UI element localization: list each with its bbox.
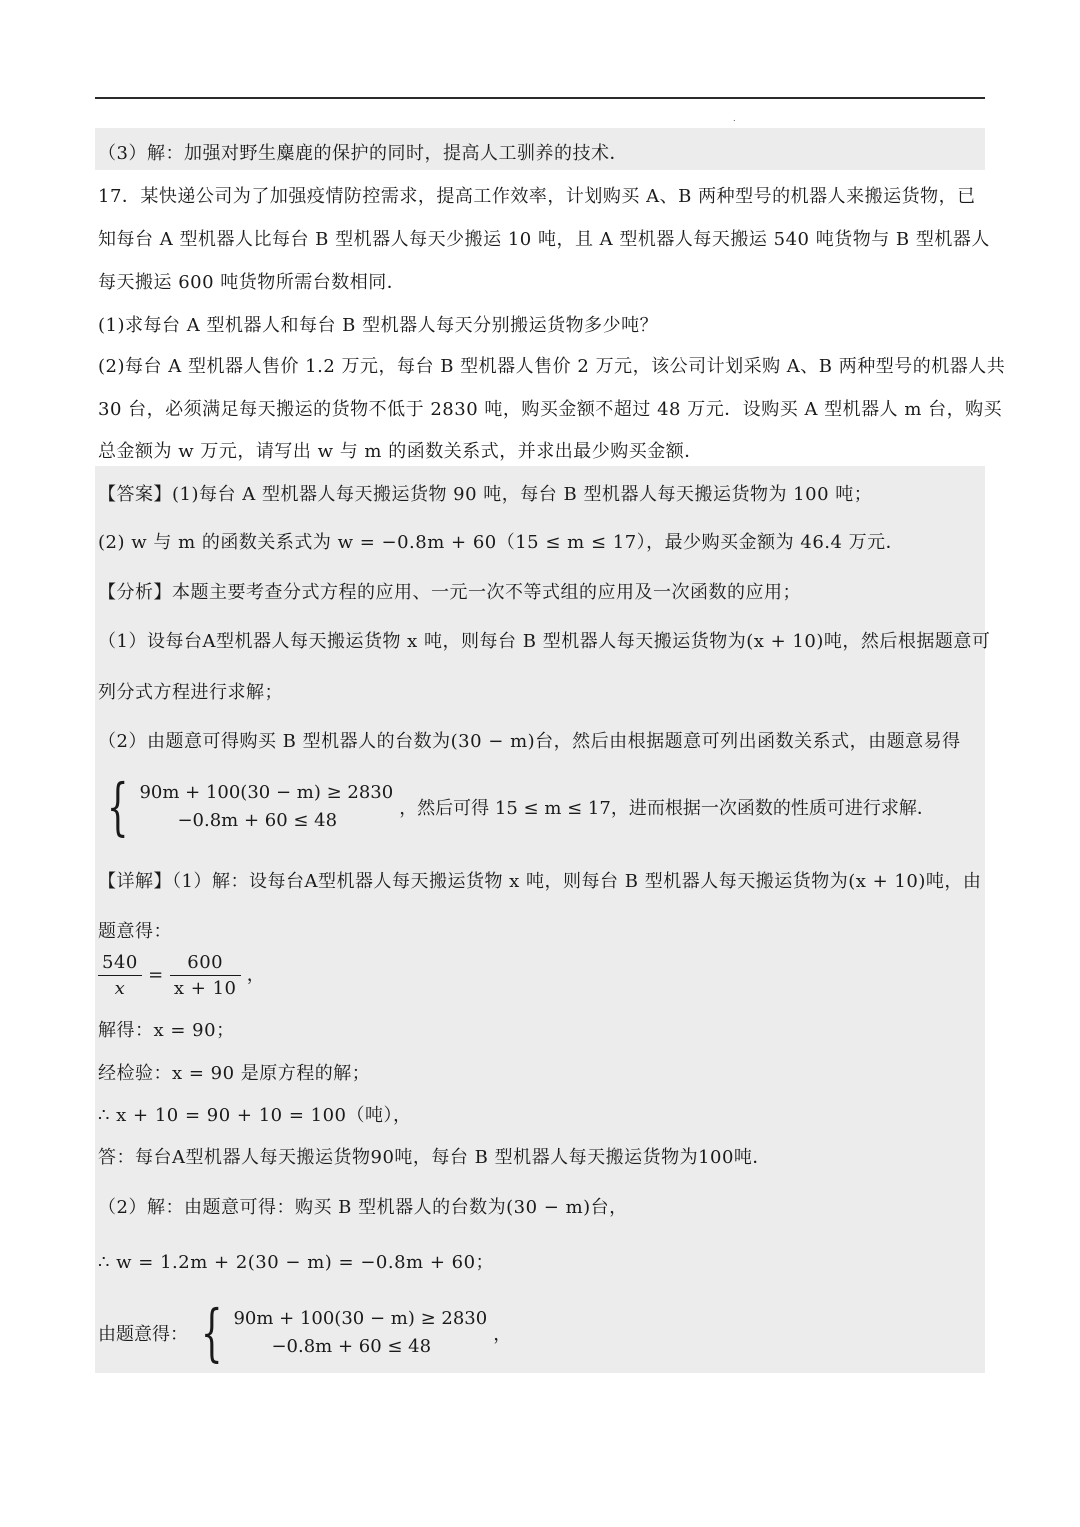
detail-sys-eq2: −0.8m + 60 ≤ 48 bbox=[271, 1336, 432, 1357]
detail-sys-tail: ， bbox=[493, 1324, 512, 1345]
analysis-sys-tail: ，然后可得 15 ≤ m ≤ 17，进而根据一次函数的性质可进行求解． bbox=[399, 798, 935, 819]
question-2-line3: 总金额为 w 万元，请写出 w 与 m 的函数关系式，并求出最少购买金额． bbox=[98, 441, 703, 462]
detail-therefore1: ∴ x + 10 = 90 + 10 = 100（吨）， bbox=[98, 1105, 412, 1126]
analysis-line4: （2）由题意可得购买 B 型机器人的台数为(30 − m)台，然后由根据题意可列出函数关系式，由题意易得 bbox=[98, 731, 961, 752]
fraction-left-denominator: x bbox=[114, 978, 126, 999]
question-1: (1)求每台 A 型机器人和每台 B 型机器人每天分别搬运货物多少吨？ bbox=[98, 315, 659, 336]
analysis-sys-eq1: 90m + 100(30 − m) ≥ 2830 bbox=[139, 782, 394, 803]
fraction-right-denominator: x + 10 bbox=[173, 978, 237, 999]
fraction-equals: = bbox=[148, 964, 164, 986]
analysis-line1: 【分析】本题主要考查分式方程的应用、一元一次不等式组的应用及一次函数的应用； bbox=[98, 582, 801, 603]
analysis-line3: 列分式方程进行求解； bbox=[98, 682, 283, 703]
fraction-right-numerator: 600 bbox=[170, 952, 241, 976]
answer-line1: 【答案】(1)每台 A 型机器人每天搬运货物 90 吨，每台 B 型机器人每天搬运货物为 100 吨； bbox=[98, 484, 873, 505]
detail-therefore2: ∴ w = 1.2m + 2(30 − m) = −0.8m + 60； bbox=[98, 1252, 495, 1273]
fraction-right bbox=[170, 952, 241, 999]
detail-sys-eq1: 90m + 100(30 − m) ≥ 2830 bbox=[233, 1308, 488, 1329]
detail-solve: 解得：x = 90； bbox=[98, 1020, 235, 1041]
analysis-sys-eq2: −0.8m + 60 ≤ 48 bbox=[177, 810, 338, 831]
part3-answer: （3）解：加强对野生麋鹿的保护的同时，提高人工驯养的技术． bbox=[98, 143, 628, 164]
analysis-line2: （1）设每台A型机器人每天搬运货物 x 吨，则每台 B 型机器人每天搬运货物为(x + 10)吨，然后根据题意可 bbox=[98, 631, 991, 652]
header-dot: . bbox=[733, 114, 736, 123]
analysis-inequality-system bbox=[98, 770, 935, 843]
left-brace: { bbox=[200, 1296, 223, 1369]
answer-line2: (2) w 与 m 的函数关系式为 w = −0.8m + 60（15 ≤ m ≤ 17），最少购买金额为 46.4 万元． bbox=[98, 532, 905, 553]
detail-line1: 【详解】（1）解：设每台A型机器人每天搬运货物 x 吨，则每台 B 型机器人每天搬运货物为(x + 10)吨，由 bbox=[98, 871, 982, 892]
detail-answer1: 答：每台A型机器人每天搬运货物90吨，每台 B 型机器人每天搬运货物为100吨． bbox=[98, 1147, 771, 1168]
problem-text-line1: 17．某快递公司为了加强疫情防控需求，提高工作效率，计划购买 A、B 两种型号的机器人来搬运货物，已 bbox=[98, 186, 976, 207]
header-rule bbox=[95, 97, 985, 99]
detail-part2: （2）解：由题意可得：购买 B 型机器人的台数为(30 − m)台， bbox=[98, 1197, 628, 1218]
problem-text-line2: 知每台 A 型机器人比每台 B 型机器人每天少搬运 10 吨，且 A 型机器人每天搬运 540 吨货物与 B 型机器人 bbox=[98, 229, 990, 250]
detail-check: 经检验：x = 90 是原方程的解； bbox=[98, 1063, 371, 1084]
fraction-left-numerator: 540 bbox=[98, 952, 142, 976]
fraction-tail: ， bbox=[246, 964, 266, 986]
left-brace: { bbox=[106, 770, 129, 843]
detail-line2: 题意得： bbox=[98, 921, 172, 942]
fraction-equation bbox=[98, 952, 265, 999]
fraction-left bbox=[98, 952, 142, 999]
detail-sys-label: 由题意得： bbox=[98, 1324, 188, 1345]
detail-inequality-system bbox=[98, 1296, 512, 1369]
question-2-line1: (2)每台 A 型机器人售价 1.2 万元，每台 B 型机器人售价 2 万元，该公司计划采购 A、B 两种型号的机器人共 bbox=[98, 356, 1006, 377]
problem-text-line3: 每天搬运 600 吨货物所需台数相同． bbox=[98, 272, 406, 293]
question-2-line2: 30 台，必须满足每天搬运的货物不低于 2830 吨，购买金额不超过 48 万元．设购买 A 型机器人 m 台，购买 bbox=[98, 399, 1003, 420]
